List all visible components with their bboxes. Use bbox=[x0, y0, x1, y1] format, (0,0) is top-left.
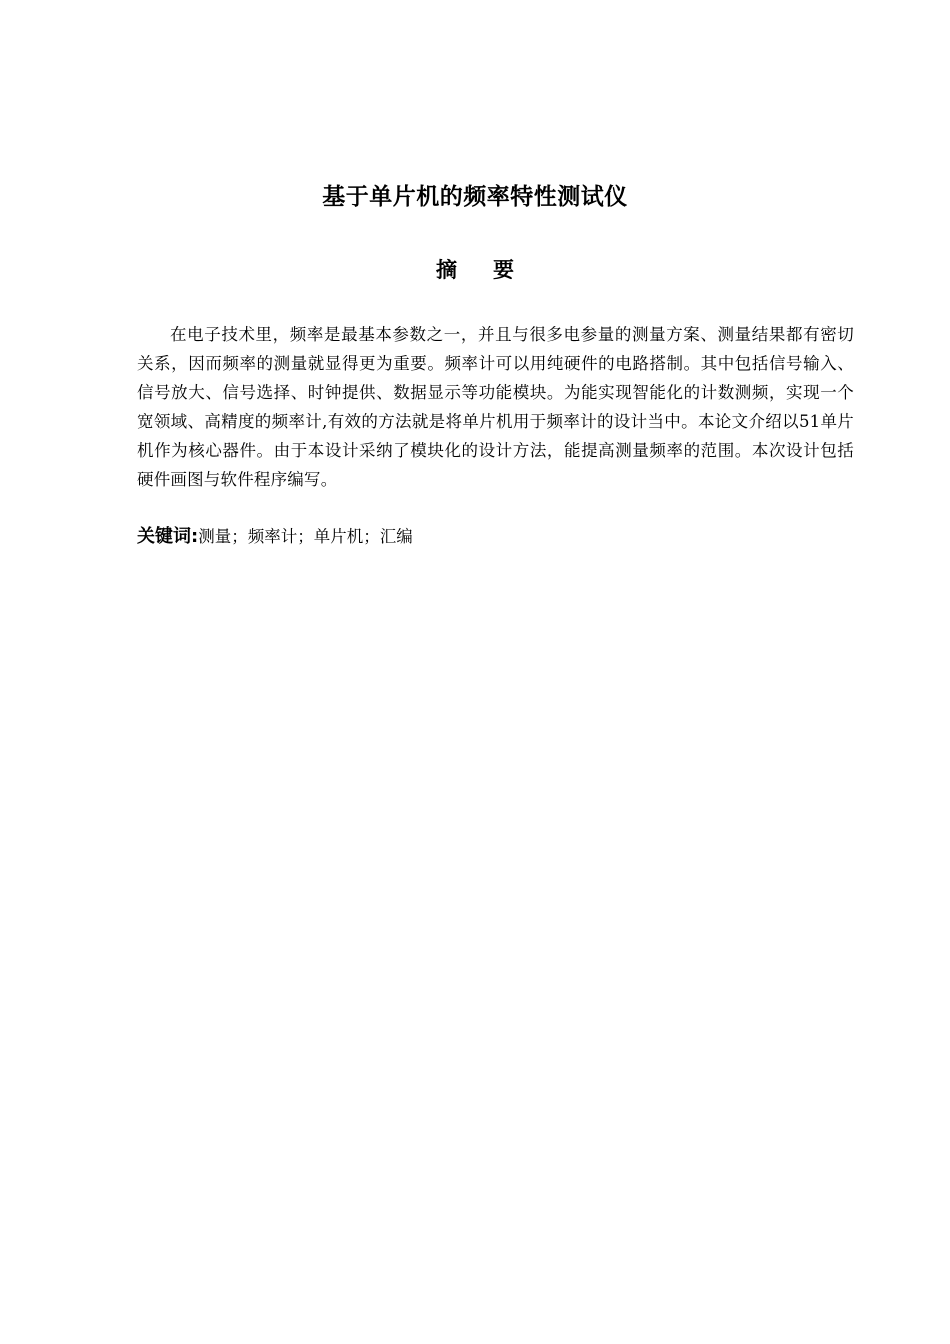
document-title: 基于单片机的频率特性测试仪 bbox=[322, 184, 628, 210]
keywords-label: 关键词: bbox=[137, 526, 199, 547]
abstract-body: 在电子技术里，频率是最基本参数之一，并且与很多电参量的测量方案、测量结果都有密切关系，因而频率的测量就显得更为重要。频率计可以用纯硬件的电路搭制。其中包括信号输入、信号放大、信号选择、时钟提供、数据显示等功能模块。为能实现智能化的计数测频，实现一个宽领域、高精度的频率计,有效的方法就是将单片机用于频率计的设计当中。本论文介绍以51单片机作为核心器件。由于本设计采纳了模块化的设计方法，能提高测量频率的范围。本次设计包括硬件画图与软件程序编写。 bbox=[137, 325, 854, 489]
keywords-line bbox=[137, 523, 854, 551]
abstract-heading-char-1: 摘 bbox=[436, 258, 457, 282]
abstract-heading-char-2: 要 bbox=[493, 258, 514, 282]
keywords-values: 测量；频率计；单片机；汇编 bbox=[198, 527, 413, 546]
abstract-heading bbox=[0, 256, 950, 284]
